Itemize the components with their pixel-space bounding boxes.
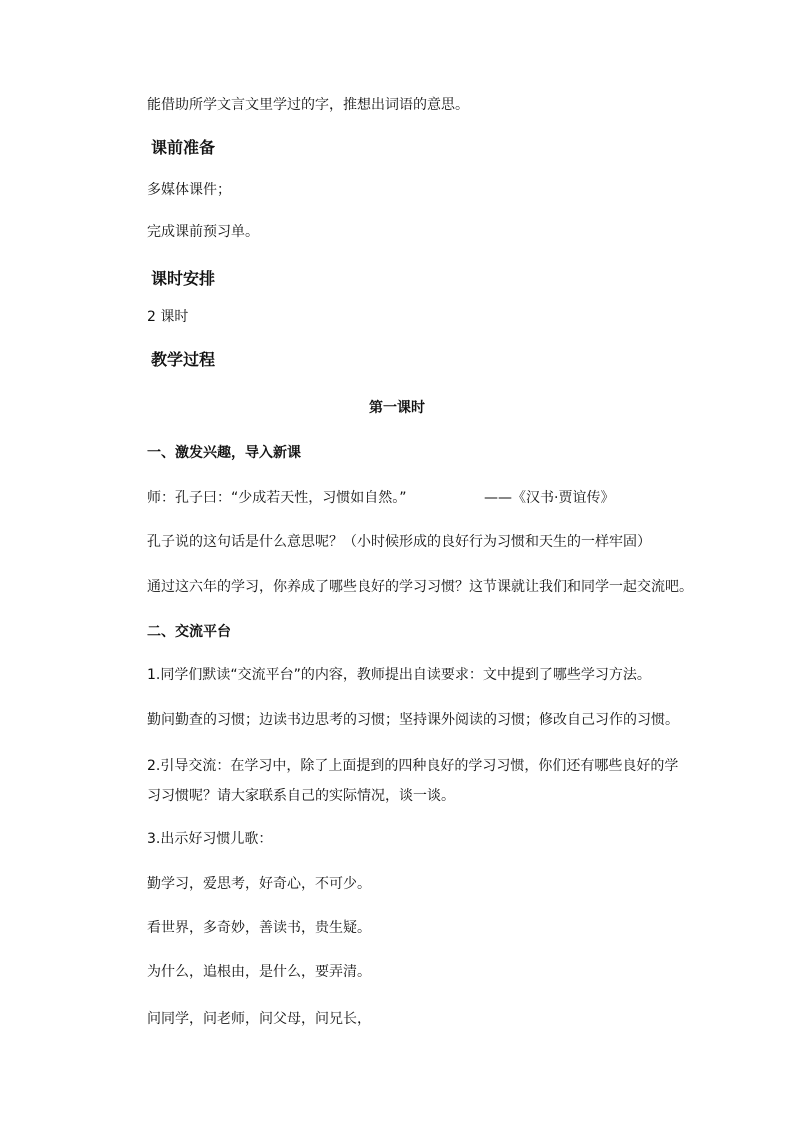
- heading-schedule: 课时安排: [151, 269, 216, 288]
- item-1-answer: 勤问勤查的习惯；边读书边思考的习惯；坚持课外阅读的习惯；修改自己习作的习惯。: [147, 712, 679, 728]
- song-line-2: 看世界，多奇妙，善读书，贵生疑。: [147, 920, 371, 936]
- section2-title: 二、交流平台: [147, 624, 231, 640]
- prep-item-2: 完成课前预习单。: [147, 224, 259, 240]
- quote-text: 师：孔子曰：“少成若天性，习惯如自然。”: [147, 490, 407, 506]
- item-1: 1.同学们默读“交流平台”的内容，教师提出自读要求：文中提到了哪些学习方法。: [147, 667, 651, 683]
- schedule-text: 2 课时: [147, 309, 189, 325]
- heading-prep: 课前准备: [151, 138, 216, 157]
- intro-paragraph: 通过这六年的学习，你养成了哪些良好的学习习惯？这节课就让我们和同学一起交流吧。: [147, 579, 693, 595]
- lesson-title: 第一课时: [369, 400, 425, 416]
- song-line-4: 问同学，问老师，问父母，问兄长，: [147, 1011, 371, 1027]
- heading-process: 教学过程: [151, 350, 216, 369]
- quote-source: ——《汉书·贾谊传》: [484, 490, 615, 506]
- item-2-line-2: 习习惯呢？请大家联系自己的实际情况，谈一谈。: [147, 788, 455, 804]
- item-3: 3.出示好习惯儿歌：: [147, 831, 273, 847]
- item-2-line-1: 2.引导交流：在学习中，除了上面提到的四种良好的学习习惯，你们还有哪些良好的学: [147, 758, 679, 774]
- objective-line: 能借助所学文言文里学过的字，推想出词语的意思。: [147, 97, 469, 113]
- song-line-3: 为什么，追根由，是什么，要弄清。: [147, 964, 371, 980]
- song-line-1: 勤学习，爱思考，好奇心，不可少。: [147, 876, 371, 892]
- question-line: 孔子说的这句话是什么意思呢？（小时候形成的良好行为习惯和天生的一样牢固）: [147, 534, 651, 550]
- prep-item-1: 多媒体课件；: [147, 182, 231, 198]
- section1-title: 一、激发兴趣，导入新课: [147, 445, 301, 461]
